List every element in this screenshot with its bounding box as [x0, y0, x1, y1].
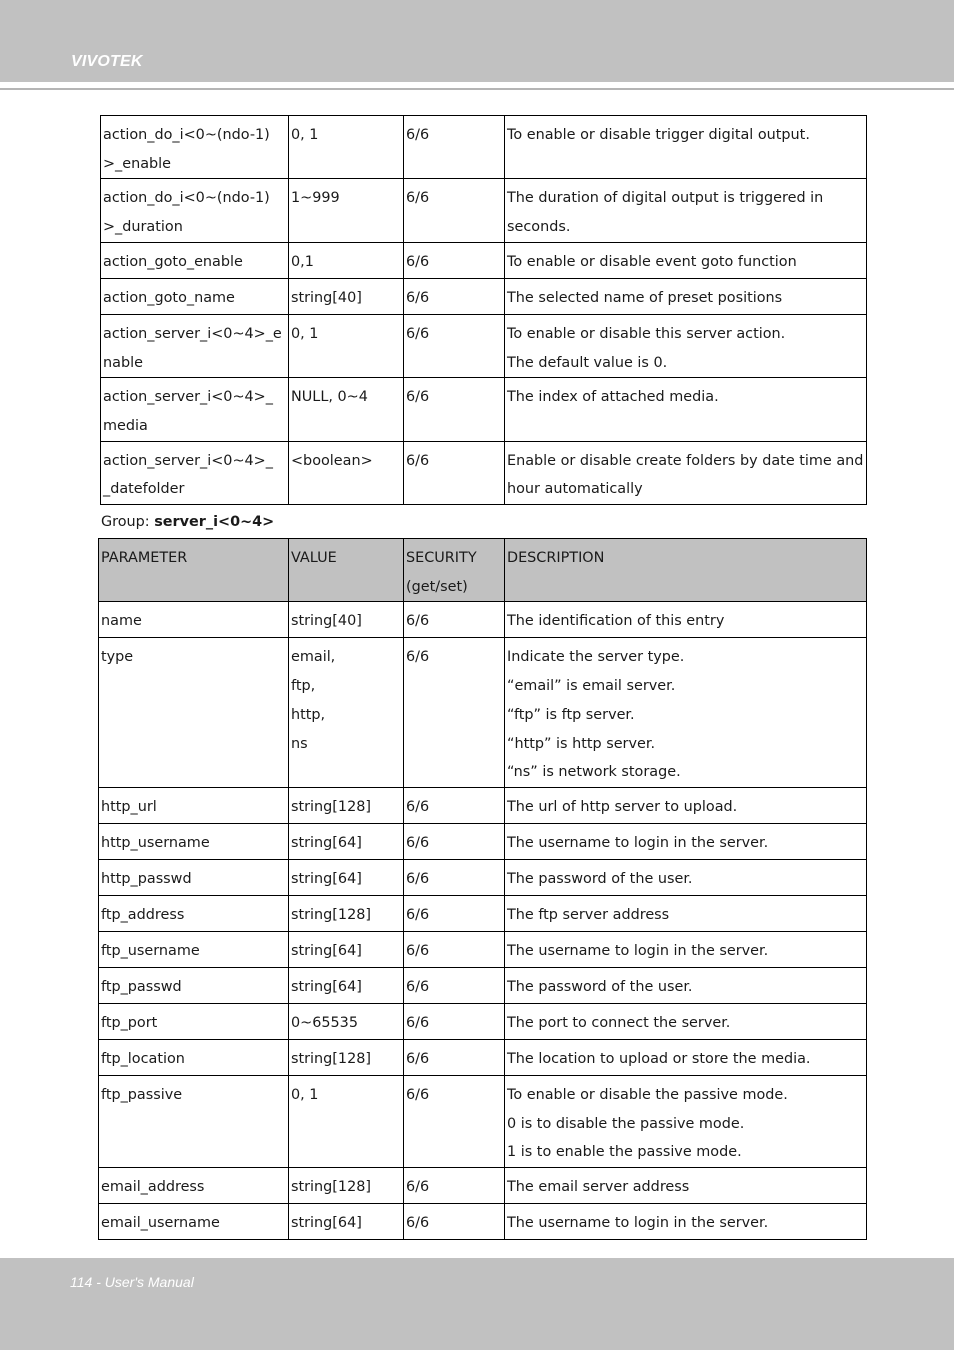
cell-security: 6/6 — [404, 441, 505, 504]
cell-value — [289, 931, 404, 967]
cell-line: string[64] — [291, 1215, 362, 1232]
parameter-table-server — [98, 538, 867, 1240]
cell-line: The default value is 0. — [507, 354, 668, 371]
cell-security: 6/6 — [404, 1168, 505, 1204]
cell-value — [289, 1075, 404, 1167]
header-description: DESCRIPTION — [505, 539, 867, 602]
cell-line: name — [101, 613, 142, 630]
cell-parameter — [99, 859, 289, 895]
cell-security: 6/6 — [404, 1075, 505, 1167]
cell-security: 6/6 — [404, 242, 505, 278]
cell-parameter — [101, 314, 289, 377]
cell-parameter — [99, 1003, 289, 1039]
table-row — [99, 1204, 867, 1240]
cell-line: nable — [103, 354, 143, 371]
table-row — [99, 1039, 867, 1075]
cell-line: The email server address — [507, 1179, 690, 1196]
cell-description — [505, 116, 867, 179]
cell-value — [289, 859, 404, 895]
cell-parameter — [99, 1204, 289, 1240]
cell-line: ftp_address — [101, 906, 185, 923]
cell-description — [505, 638, 867, 788]
cell-line: 0, 1 — [291, 325, 319, 342]
header-rule — [0, 88, 954, 90]
cell-line: The password of the user. — [507, 978, 693, 995]
cell-line: ftp_location — [101, 1050, 185, 1067]
brand-logo: VIVOTEK — [71, 53, 143, 70]
cell-line: _datefolder — [103, 481, 185, 498]
table-row — [101, 179, 867, 242]
cell-parameter — [101, 278, 289, 314]
cell-parameter — [101, 242, 289, 278]
cell-line: The location to upload or store the media. — [507, 1050, 811, 1067]
cell-parameter — [99, 602, 289, 638]
cell-description — [505, 787, 867, 823]
table-row — [101, 314, 867, 377]
cell-line: The url of http server to upload. — [507, 798, 738, 815]
cell-line: The index of attached media. — [507, 389, 719, 406]
header-security-line: (get/set) — [406, 578, 468, 595]
cell-value — [289, 1168, 404, 1204]
table2-body — [99, 602, 867, 1240]
table-row — [99, 1075, 867, 1167]
group-caption — [101, 514, 274, 530]
table-row — [99, 638, 867, 788]
cell-parameter — [99, 1039, 289, 1075]
cell-line: The identification of this entry — [507, 613, 725, 630]
cell-line: To enable or disable the passive mode. — [507, 1086, 788, 1103]
cell-line: string[64] — [291, 834, 362, 851]
cell-description — [505, 441, 867, 504]
cell-description — [505, 823, 867, 859]
cell-line: ftp_username — [101, 942, 200, 959]
cell-line: string[128] — [291, 1050, 372, 1067]
cell-line: “ns” is network storage. — [507, 764, 681, 781]
cell-line: “ftp” is ftp server. — [507, 706, 635, 723]
cell-value — [289, 378, 404, 441]
cell-line: action_do_i<0~(ndo-1) — [103, 190, 270, 207]
cell-line: ftp_passwd — [101, 978, 182, 995]
cell-line: ftp_passive — [101, 1086, 183, 1103]
cell-parameter — [101, 116, 289, 179]
cell-line: To enable or disable event goto function — [507, 253, 797, 270]
cell-line: string[40] — [291, 613, 362, 630]
cell-line: 0, 1 — [291, 1086, 319, 1103]
cell-line: The selected name of preset positions — [507, 289, 783, 306]
cell-security: 6/6 — [404, 787, 505, 823]
cell-line: ftp_port — [101, 1014, 158, 1031]
cell-line: 0~65535 — [291, 1014, 358, 1031]
table-row — [99, 967, 867, 1003]
table-row — [99, 787, 867, 823]
cell-line: media — [103, 417, 148, 434]
cell-line: >_enable — [103, 155, 172, 172]
cell-line: email_address — [101, 1179, 205, 1196]
cell-line: 0 is to disable the passive mode. — [507, 1115, 745, 1132]
cell-parameter — [101, 441, 289, 504]
cell-value — [289, 441, 404, 504]
cell-security: 6/6 — [404, 895, 505, 931]
cell-description — [505, 242, 867, 278]
cell-line: To enable or disable this server action. — [507, 325, 786, 342]
header-parameter: PARAMETER — [99, 539, 289, 602]
cell-security: 6/6 — [404, 602, 505, 638]
cell-description — [505, 179, 867, 242]
cell-parameter — [99, 1075, 289, 1167]
cell-line: 0, 1 — [291, 127, 319, 143]
cell-description — [505, 1075, 867, 1167]
cell-value — [289, 1039, 404, 1075]
cell-line: type — [101, 649, 134, 666]
cell-description — [505, 378, 867, 441]
cell-security: 6/6 — [404, 314, 505, 377]
cell-parameter — [99, 638, 289, 788]
parameter-table-action — [100, 115, 867, 505]
cell-line: “email” is email server. — [507, 678, 676, 695]
cell-line: string[64] — [291, 978, 362, 995]
cell-parameter — [99, 823, 289, 859]
group-name: server_i<0~4> — [154, 514, 275, 530]
header-value: VALUE — [289, 539, 404, 602]
table-row — [99, 1003, 867, 1039]
cell-line: seconds. — [507, 219, 571, 236]
cell-security: 6/6 — [404, 116, 505, 179]
cell-line: The username to login in the server. — [507, 834, 769, 851]
cell-line: action_server_i<0~4>_e — [103, 325, 282, 342]
cell-line: http_passwd — [101, 870, 192, 887]
cell-line: “http” is http server. — [507, 735, 656, 752]
cell-value — [289, 242, 404, 278]
cell-value — [289, 638, 404, 788]
cell-description — [505, 1204, 867, 1240]
cell-line: string[128] — [291, 798, 372, 815]
cell-security: 6/6 — [404, 1003, 505, 1039]
table-row — [99, 1168, 867, 1204]
cell-security: 6/6 — [404, 823, 505, 859]
cell-security: 6/6 — [404, 931, 505, 967]
page-footer — [0, 1258, 954, 1350]
table-row — [99, 823, 867, 859]
cell-line: string[128] — [291, 906, 372, 923]
cell-description — [505, 859, 867, 895]
cell-security: 6/6 — [404, 278, 505, 314]
cell-line: The username to login in the server. — [507, 1215, 769, 1232]
cell-description — [505, 967, 867, 1003]
cell-value — [289, 179, 404, 242]
cell-description — [505, 1003, 867, 1039]
cell-line: The duration of digital output is triggered in — [507, 190, 824, 207]
cell-value — [289, 1204, 404, 1240]
cell-value — [289, 278, 404, 314]
cell-line: The port to connect the server. — [507, 1014, 731, 1031]
page-number-label: 114 - User's Manual — [70, 1274, 194, 1290]
cell-parameter — [101, 378, 289, 441]
cell-description — [505, 278, 867, 314]
table-row — [99, 895, 867, 931]
cell-parameter — [101, 179, 289, 242]
cell-line: email_username — [101, 1215, 220, 1232]
cell-description — [505, 1168, 867, 1204]
cell-line: >_duration — [103, 219, 183, 236]
cell-line: string[64] — [291, 942, 362, 959]
header-security — [404, 539, 505, 602]
cell-value — [289, 314, 404, 377]
cell-line: The password of the user. — [507, 870, 693, 887]
cell-value — [289, 787, 404, 823]
table-row — [101, 278, 867, 314]
cell-line: ns — [291, 735, 308, 752]
cell-description — [505, 314, 867, 377]
header-security-line: SECURITY — [406, 550, 477, 566]
cell-parameter — [99, 787, 289, 823]
table-header-row — [99, 539, 867, 602]
cell-line: hour automatically — [507, 481, 643, 498]
table-row — [99, 602, 867, 638]
table-row — [101, 441, 867, 504]
cell-line: NULL, 0~4 — [291, 389, 368, 406]
cell-value — [289, 967, 404, 1003]
cell-line: ftp, — [291, 678, 316, 695]
cell-line: To enable or disable trigger digital output. — [507, 127, 810, 143]
cell-line: string[128] — [291, 1179, 372, 1196]
cell-line: <boolean> — [291, 452, 373, 469]
cell-line: email, — [291, 649, 336, 666]
cell-security: 6/6 — [404, 378, 505, 441]
cell-description — [505, 602, 867, 638]
cell-security: 6/6 — [404, 179, 505, 242]
cell-description — [505, 931, 867, 967]
cell-line: action_server_i<0~4>_ — [103, 389, 273, 406]
cell-line: http_url — [101, 798, 157, 815]
cell-line: 0,1 — [291, 253, 314, 270]
cell-line: Enable or disable create folders by date time and — [507, 452, 864, 469]
cell-line: http_username — [101, 834, 210, 851]
page-header — [0, 0, 954, 82]
cell-parameter — [99, 931, 289, 967]
cell-description — [505, 1039, 867, 1075]
cell-line: action_server_i<0~4>_ — [103, 452, 273, 469]
cell-line: http, — [291, 706, 326, 723]
cell-line: 1~999 — [291, 190, 340, 207]
table-row — [101, 116, 867, 179]
cell-value — [289, 602, 404, 638]
cell-security: 6/6 — [404, 1204, 505, 1240]
cell-line: The ftp server address — [507, 906, 670, 923]
cell-line: action_goto_enable — [103, 253, 243, 270]
group-prefix: Group: — [101, 514, 155, 530]
cell-value — [289, 1003, 404, 1039]
cell-line: 1 is to enable the passive mode. — [507, 1144, 742, 1161]
cell-value — [289, 895, 404, 931]
cell-line: action_goto_name — [103, 289, 235, 306]
cell-parameter — [99, 895, 289, 931]
table-row — [101, 242, 867, 278]
cell-value — [289, 116, 404, 179]
cell-security: 6/6 — [404, 859, 505, 895]
table-row — [99, 931, 867, 967]
cell-line: The username to login in the server. — [507, 942, 769, 959]
cell-line: string[40] — [291, 289, 362, 306]
cell-line: Indicate the server type. — [507, 649, 685, 666]
cell-security: 6/6 — [404, 1039, 505, 1075]
cell-description — [505, 895, 867, 931]
cell-line: action_do_i<0~(ndo-1) — [103, 127, 270, 143]
cell-parameter — [99, 1168, 289, 1204]
cell-value — [289, 823, 404, 859]
table1-body — [101, 116, 867, 505]
cell-line: string[64] — [291, 870, 362, 887]
cell-security: 6/6 — [404, 638, 505, 788]
table-row — [99, 859, 867, 895]
cell-parameter — [99, 967, 289, 1003]
cell-security: 6/6 — [404, 967, 505, 1003]
table-row — [101, 378, 867, 441]
